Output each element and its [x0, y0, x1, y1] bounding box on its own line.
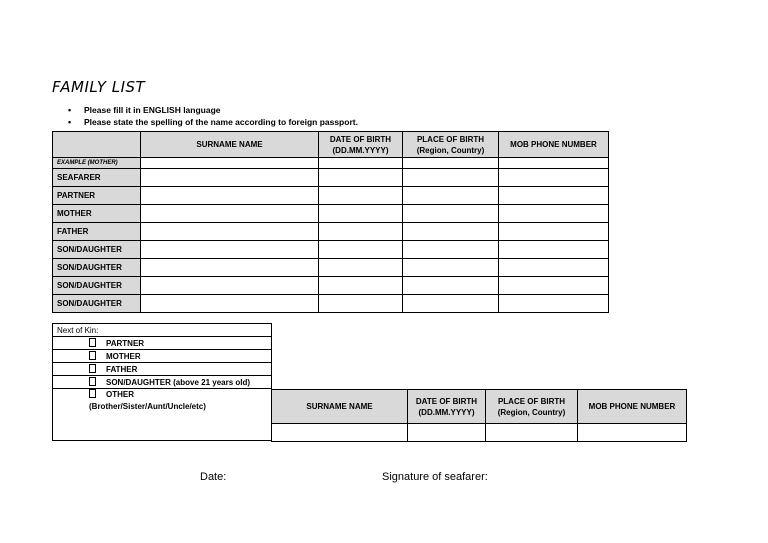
- cell-date-of-birth[interactable]: [319, 187, 403, 205]
- table-row: [53, 205, 609, 223]
- kin-option-label: FATHER: [106, 365, 138, 374]
- table-row: [53, 277, 609, 295]
- row-label: SON/DAUGHTER: [53, 295, 141, 313]
- cell-mob-phone[interactable]: [499, 223, 609, 241]
- cell-surname-name[interactable]: [141, 158, 319, 169]
- table-row: [53, 241, 609, 259]
- table-header-row: [272, 390, 687, 424]
- cell-place-of-birth[interactable]: [403, 223, 499, 241]
- cell-mob-phone[interactable]: [499, 169, 609, 187]
- cell-surname-name[interactable]: [141, 241, 319, 259]
- page-title: FAMILY LIST: [52, 78, 146, 96]
- kin-option-label: PARTNER: [106, 339, 145, 348]
- kin-option-mother[interactable]: [53, 350, 272, 363]
- header-place-of-birth: PLACE OF BIRTH (Region, Country): [403, 132, 499, 158]
- cell-mob-phone[interactable]: [499, 205, 609, 223]
- row-label: SON/DAUGHTER: [53, 241, 141, 259]
- next-of-kin-table: [52, 323, 272, 441]
- cell-surname-name[interactable]: [272, 424, 408, 442]
- header-date-of-birth: DATE OF BIRTH (DD.MM.YYYY): [408, 390, 486, 424]
- cell-date-of-birth[interactable]: [319, 295, 403, 313]
- table-row: [53, 169, 609, 187]
- row-label: PARTNER: [53, 187, 141, 205]
- cell-date-of-birth[interactable]: [319, 259, 403, 277]
- cell-mob-phone[interactable]: [578, 424, 687, 442]
- cell-place-of-birth[interactable]: [403, 158, 499, 169]
- table-row: [53, 295, 609, 313]
- cell-surname-name[interactable]: [141, 295, 319, 313]
- cell-mob-phone[interactable]: [499, 187, 609, 205]
- kin-option-label: OTHER: [106, 390, 134, 399]
- cell-date-of-birth[interactable]: [319, 169, 403, 187]
- row-label: SON/DAUGHTER: [53, 259, 141, 277]
- cell-surname-name[interactable]: [141, 223, 319, 241]
- table-row: [53, 223, 609, 241]
- cell-date-of-birth[interactable]: [319, 205, 403, 223]
- row-label: FATHER: [53, 223, 141, 241]
- kin-details-table: [271, 389, 687, 442]
- cell-place-of-birth[interactable]: [403, 169, 499, 187]
- kin-option-label: SON/DAUGHTER (above 21 years old): [106, 378, 251, 387]
- cell-date-of-birth[interactable]: [319, 158, 403, 169]
- cell-mob-phone[interactable]: [499, 259, 609, 277]
- header-place-of-birth: PLACE OF BIRTH (Region, Country): [486, 390, 578, 424]
- cell-place-of-birth[interactable]: [403, 277, 499, 295]
- header-blank-cell: [53, 132, 141, 158]
- date-label: Date:: [200, 471, 227, 483]
- cell-surname-name[interactable]: [141, 259, 319, 277]
- cell-surname-name[interactable]: [141, 277, 319, 295]
- checkbox-icon[interactable]: [89, 377, 96, 386]
- checkbox-icon[interactable]: [89, 364, 96, 373]
- kin-option-father[interactable]: [53, 363, 272, 376]
- header-mob-phone: MOB PHONE NUMBER: [499, 132, 609, 158]
- cell-date-of-birth[interactable]: [408, 424, 486, 442]
- kin-option-label: MOTHER: [106, 352, 141, 361]
- cell-mob-phone[interactable]: [499, 277, 609, 295]
- cell-mob-phone[interactable]: [499, 158, 609, 169]
- table-row: [272, 424, 687, 442]
- cell-surname-name[interactable]: [141, 205, 319, 223]
- header-surname-name: SURNAME NAME: [272, 390, 408, 424]
- cell-place-of-birth[interactable]: [403, 205, 499, 223]
- cell-mob-phone[interactable]: [499, 241, 609, 259]
- header-mob-phone: MOB PHONE NUMBER: [578, 390, 687, 424]
- cell-date-of-birth[interactable]: [319, 223, 403, 241]
- cell-place-of-birth[interactable]: [486, 424, 578, 442]
- instructions-list: [68, 104, 358, 128]
- instruction-item: • Please fill it in ENGLISH language: [68, 104, 358, 116]
- kin-option-other[interactable]: [53, 389, 272, 441]
- signature-label: Signature of seafarer:: [382, 471, 488, 483]
- row-label-example: EXAMPLE (MOTHER): [53, 158, 141, 169]
- next-of-kin-title: Next of Kin:: [53, 324, 272, 337]
- table-header-row: [53, 132, 609, 158]
- cell-place-of-birth[interactable]: [403, 241, 499, 259]
- row-label: MOTHER: [53, 205, 141, 223]
- kin-other-detail: (Brother/Sister/Aunt/Uncle/etc): [89, 402, 206, 411]
- kin-option-son-daughter[interactable]: [53, 376, 272, 389]
- table-row-example: [53, 158, 609, 169]
- cell-place-of-birth[interactable]: [403, 295, 499, 313]
- header-date-of-birth: DATE OF BIRTH (DD.MM.YYYY): [319, 132, 403, 158]
- checkbox-icon[interactable]: [89, 351, 96, 360]
- table-row: [53, 187, 609, 205]
- cell-mob-phone[interactable]: [499, 295, 609, 313]
- cell-surname-name[interactable]: [141, 169, 319, 187]
- cell-surname-name[interactable]: [141, 187, 319, 205]
- family-table: [52, 131, 609, 313]
- cell-place-of-birth[interactable]: [403, 187, 499, 205]
- instruction-item: • Please state the spelling of the name according to foreign passport.: [68, 116, 358, 128]
- row-label: SON/DAUGHTER: [53, 277, 141, 295]
- table-row: [53, 259, 609, 277]
- cell-date-of-birth[interactable]: [319, 277, 403, 295]
- cell-place-of-birth[interactable]: [403, 259, 499, 277]
- row-label: SEAFARER: [53, 169, 141, 187]
- cell-date-of-birth[interactable]: [319, 241, 403, 259]
- kin-option-partner[interactable]: [53, 337, 272, 350]
- checkbox-icon[interactable]: [89, 389, 96, 398]
- checkbox-icon[interactable]: [89, 338, 96, 347]
- header-surname-name: SURNAME NAME: [141, 132, 319, 158]
